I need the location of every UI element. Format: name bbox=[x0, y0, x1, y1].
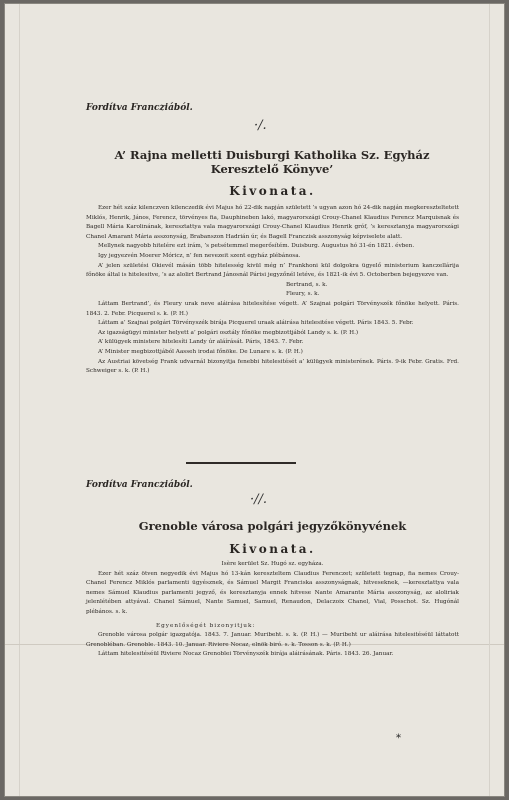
handwritten-mark-2: ·//. bbox=[250, 492, 268, 507]
doc2-paragraph: Ezer hét száz ötven negyedik évi Majus hó 13-kán kereszteltem Claudius Ferenczet; született tegnap, fia nemes Crouy-Chanel Ferencz Miklós parlamenti ügyésznek, és Sámuel Margit Franciska asszonyságnak, hitveseknek, —keresztattya vala nemes Sámuel Klaudius parlamenti jegyző, és keresztanyja ennek hitvese Nante Amarante Mária asszonyság, az aloliriak jelenlétében attyával. Chanel Sámuel, Nante Samuel, Samuel, Renaudon, Delaczoix Chanel, Vial, Posschot. Sz. Hugónál plébános. s. k. bbox=[86, 570, 459, 615]
doc2-subtitle: Kivonata. bbox=[229, 542, 316, 556]
handwritten-mark-1: ·/. bbox=[254, 118, 267, 133]
doc2-attest: Grenoble városa polgár igazgatója. 1843. 7. Januar. Muribeht. s. k. (P. H.) — Muribeht ur aláirása hitelesitéséül láttatott Grenobléban. Grenoble. 1843. 10. Januar. Riviere Nocaz, elnök biró. s. k. Tosson s. k. (P. H.) bbox=[86, 632, 459, 648]
doc1-attest: Láttam Bertrand’, és Fleury urak neve aláirása hitelesítése végett. A’ Szajnai polgári Törvényszék főnöke helyett. Páris. 1843. 2. Febr. Picquerel s. k. (P. H.) bbox=[86, 300, 459, 317]
doc2-district: Isère kerület Sz. Hugó sz. egyháza. bbox=[221, 561, 324, 567]
doc1-body bbox=[86, 204, 459, 377]
doc1-paragraph: Ezer hét száz kilenczven kilenczedik évi Majus hó 22-dik napján született ’s ugyan azon hó 24-dik napján megkereszteltetett Miklós, Henrik, János, Ferencz, törvényes fia, Dauphineben lakó, magyarországi Crouy-Chanel Klaudius Ferencz Marquisnak és Bagell Mária Karolinának, keresztattya vala magyarországi Crouy-Chanel Klaudius Henrik gróf, ’s keresztanyja magyarországi Chanel Amarant Mária asszonyság, Brabanszon Hadrián úr, és Bagell Franczisk asszonyság képviselete alatt. bbox=[86, 205, 459, 240]
doc1-attest: A’ Minister megbizottjából Aasseh irodai főnöke. De Lunare s. k. (P. H.) bbox=[98, 348, 303, 355]
doc2-body bbox=[86, 560, 459, 660]
doc2-title: Grenoble városa polgári jegyzőkönyvének bbox=[138, 519, 407, 533]
section-divider bbox=[186, 462, 296, 464]
asterisk-mark: * bbox=[396, 733, 401, 744]
doc1-attest: A’ külügyek ministere hitelesíti Landy úr aláírását. Páris, 1843. 7. Febr. bbox=[98, 339, 304, 346]
doc2-cert-heading: Egyenlőségét bizonyitjuk: bbox=[156, 622, 256, 629]
doc1-attest: Az Austriai követség Frank udvarnál bizonyitja fenebbi hitelesitését a’ külügyek ministerének. Páris. 9-ik Febr. Gratis. Frd. Schweiger s. k. (P. H.) bbox=[86, 358, 459, 375]
translated-note-1: Fordítva Francziából. bbox=[86, 103, 193, 113]
doc1-subtitle: Kivonata. bbox=[229, 184, 316, 198]
doc1-paragraph: Mellynek nagyobb hitelére ezt irám, ’s petsétemmel megerősítém. Duisburg. Augustus hó 31-én 1821. évben. bbox=[98, 243, 415, 250]
doc1-attest: Láttam a’ Szajnai polgári Törvényszék birája Picquerel uraak aláirása hitelesitése végett. Páris 1843. 5. Febr. bbox=[98, 320, 414, 327]
doc1-paragraph: A’ jelen születési Okievél másán több hitelesség kivül még n’ Frankhoni kül dolgokra ügyelő ministerium kanczellárija főnöke által is hitelesitve, ’s az alolirt Bertrand Jánosnál Párisi jegyzőnél letéve, és 1821-ik évi 5. Octoberben bejegyezve van. bbox=[86, 262, 459, 279]
doc1-attest: Az igazságügyi minister helyett a’ polgári osztály főnöke megbizottjából Landy s. k. (P. H.) bbox=[98, 329, 359, 336]
doc1-paragraph: Igy jegyezvén Moerer Móricz, n’ fen nevezeit szent egyház plébánosa. bbox=[98, 252, 301, 259]
doc1-signature: Fleury, s. k. bbox=[286, 291, 320, 298]
doc1-title: A’ Rajna melletti Duisburgi Katholika Sz. Egyház Keresztelő Könyve’ bbox=[114, 148, 430, 176]
translated-note-2: Fordítva Francziából. bbox=[86, 480, 193, 490]
doc1-signature: Bertrand, s. k. bbox=[286, 281, 328, 288]
doc2-attest: Láttam hitelesitéséül Riviere Nocaz Grenoblei Törvényszék birája aláirásának. Páris. 1843. 26. Januar. bbox=[98, 651, 394, 658]
